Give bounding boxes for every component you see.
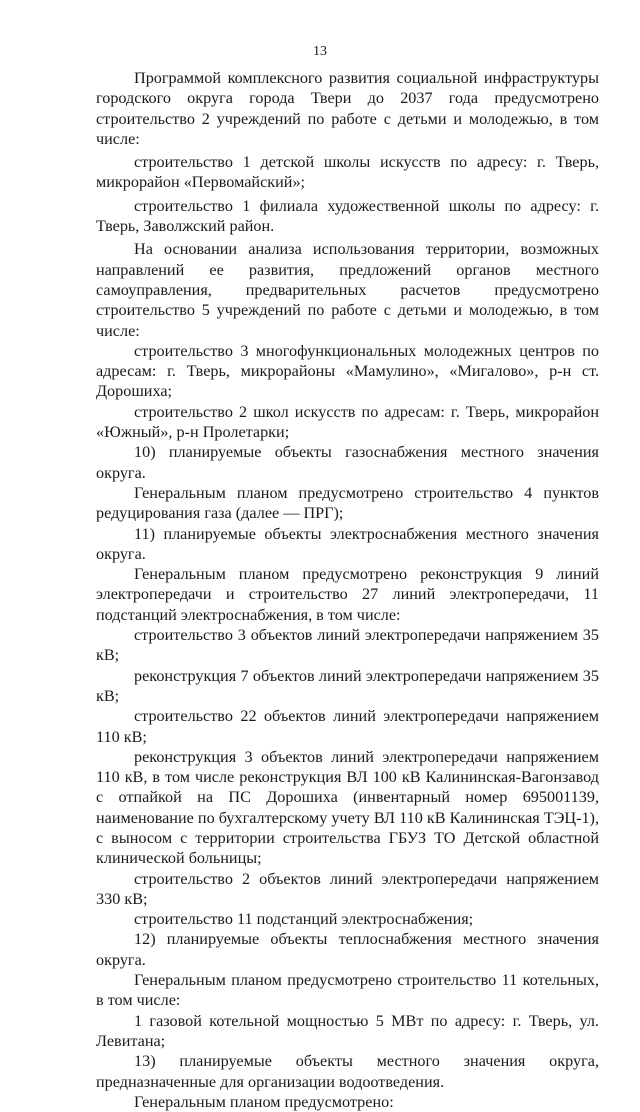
paragraph-boilers-plan: Генеральным планом предусмотрено строительство 11 котельных, в том числе: <box>96 971 599 1010</box>
paragraph-gas-heading: 10) планируемые объекты газоснабжения местного значения округа. <box>96 443 599 482</box>
paragraph-gas-boiler: 1 газовой котельной мощностью 5 МВт по адресу: г. Тверь, ул. Левитана; <box>96 1011 599 1050</box>
paragraph-general-plan: Генеральным планом предусмотрено: <box>134 1092 394 1111</box>
paragraph-110kv-construction: строительство 22 объектов линий электропередачи напряжением 110 кВ; <box>96 707 599 746</box>
paragraph-heat-heading: 12) планируемые объекты теплоснабжения местного значения округа. <box>96 930 599 969</box>
paragraph-drainage-heading: 13) планируемые объекты местного значения округа, предназначенные для организации водоотведения. <box>96 1052 599 1091</box>
paragraph-social-infrastructure: Программой комплексного развития социальной инфраструктуры городского округа города Твери до 2037 года предусмотрено строительство 2 учреждений по работе с детьми и молодежью, в том числе: <box>96 69 599 148</box>
document-body <box>96 68 599 1112</box>
paragraph-substations: строительство 11 подстанций электроснабжения; <box>134 910 474 929</box>
paragraph-gas-points: Генеральным планом предусмотрено строительство 4 пунктов редуцирования газа (далее — ПРГ); <box>96 483 599 523</box>
paragraph-art-school-branch: строительство 1 филиала художественной школы по адресу: г. Тверь, Заволжский район. <box>96 196 599 236</box>
paragraph-330kv-construction: строительство 2 объектов линий электропередачи напряжением 330 кВ; <box>96 869 599 908</box>
paragraph-110kv-reconstruction: реконструкция 3 объектов линий электропередачи напряжением 110 кВ, в том числе реконструкция ВЛ 100 кВ Калининская-Вагонзавод с отпайкой на ПС Дорошиха (инвентарный номер 695001139, наименование по бухгалтерскому учету ВЛ 110 кВ Калининская ТЭЦ-1), с выносом с территории строительства ГБУЗ ТО Детской областной клинической больницы; <box>96 747 599 868</box>
paragraph-35kv-construction: строительство 3 объектов линий электропередачи напряжением 35 кВ; <box>96 626 599 665</box>
paragraph-35kv-reconstruction: реконструкция 7 объектов линий электропередачи напряжением 35 кВ; <box>96 666 599 705</box>
page-number: 13 <box>313 44 327 59</box>
paragraph-art-schools: строительство 2 школ искусств по адресам: г. Тверь, микрорайон «Южный», р-н Пролетарки; <box>96 402 599 442</box>
paragraph-art-school: строительство 1 детской школы искусств по адресу: г. Тверь, микрорайон «Первомайский»; <box>96 153 599 192</box>
paragraph-power-heading: 11) планируемые объекты электроснабжения местного значения округа. <box>96 524 599 563</box>
paragraph-analysis-basis: На основании анализа использования территории, возможных направлений ее развития, предложений органов местного самоуправления, предварительных расчетов предусмотрено строительство 5 учреждений по работе с детьми и молодежью, в том числе: <box>96 240 599 340</box>
paragraph-power-plan: Генеральным планом предусмотрено реконструкция 9 линий электропередачи и строительство 27 линий электропередачи, 11 подстанций электроснабжения, в том числе: <box>96 565 599 624</box>
paragraph-youth-centers: строительство 3 многофункциональных молодежных центров по адресам: г. Тверь, микрорайоны «Мамулино», «Мигалово», р-н ст. Дорошиха; <box>96 341 599 401</box>
